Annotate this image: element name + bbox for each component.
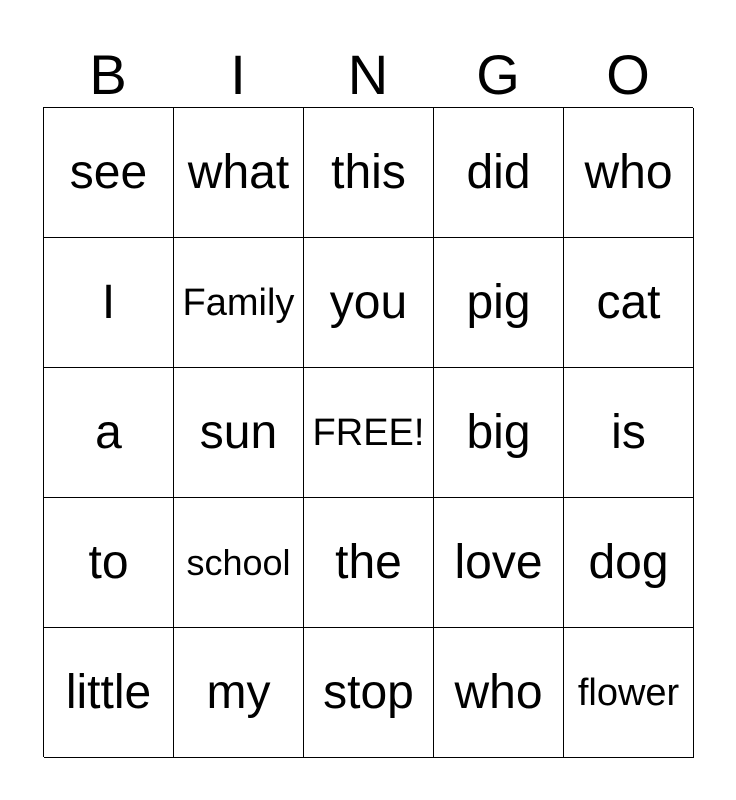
bingo-board: [43, 107, 693, 757]
bingo-cell: who: [564, 108, 694, 238]
bingo-cell: my: [174, 628, 304, 758]
header-letter-g: G: [476, 43, 520, 106]
bingo-cell: sun: [174, 368, 304, 498]
bingo-cell: who: [434, 628, 564, 758]
bingo-cell: see: [44, 108, 174, 238]
bingo-cell: flower: [564, 628, 694, 758]
bingo-cell: to: [44, 498, 174, 628]
header-letter-i: I: [230, 43, 246, 106]
bingo-cell: did: [434, 108, 564, 238]
header-letter-n: N: [347, 43, 389, 106]
free-space-cell: FREE!: [304, 368, 434, 498]
bingo-cell: pig: [434, 238, 564, 368]
bingo-cell: you: [304, 238, 434, 368]
bingo-cell: is: [564, 368, 694, 498]
bingo-cell: what: [174, 108, 304, 238]
header-letter-o: O: [606, 43, 650, 106]
bingo-cell: dog: [564, 498, 694, 628]
bingo-cell: Family: [174, 238, 304, 368]
bingo-cell: stop: [304, 628, 434, 758]
bingo-cell: the: [304, 498, 434, 628]
bingo-cell: cat: [564, 238, 694, 368]
bingo-cell: little: [44, 628, 174, 758]
bingo-cell: love: [434, 498, 564, 628]
bingo-cell: big: [434, 368, 564, 498]
bingo-header: [43, 42, 693, 108]
header-letter-b: B: [89, 43, 127, 106]
bingo-cell: I: [44, 238, 174, 368]
bingo-cell: a: [44, 368, 174, 498]
bingo-cell: school: [174, 498, 304, 628]
bingo-cell: this: [304, 108, 434, 238]
